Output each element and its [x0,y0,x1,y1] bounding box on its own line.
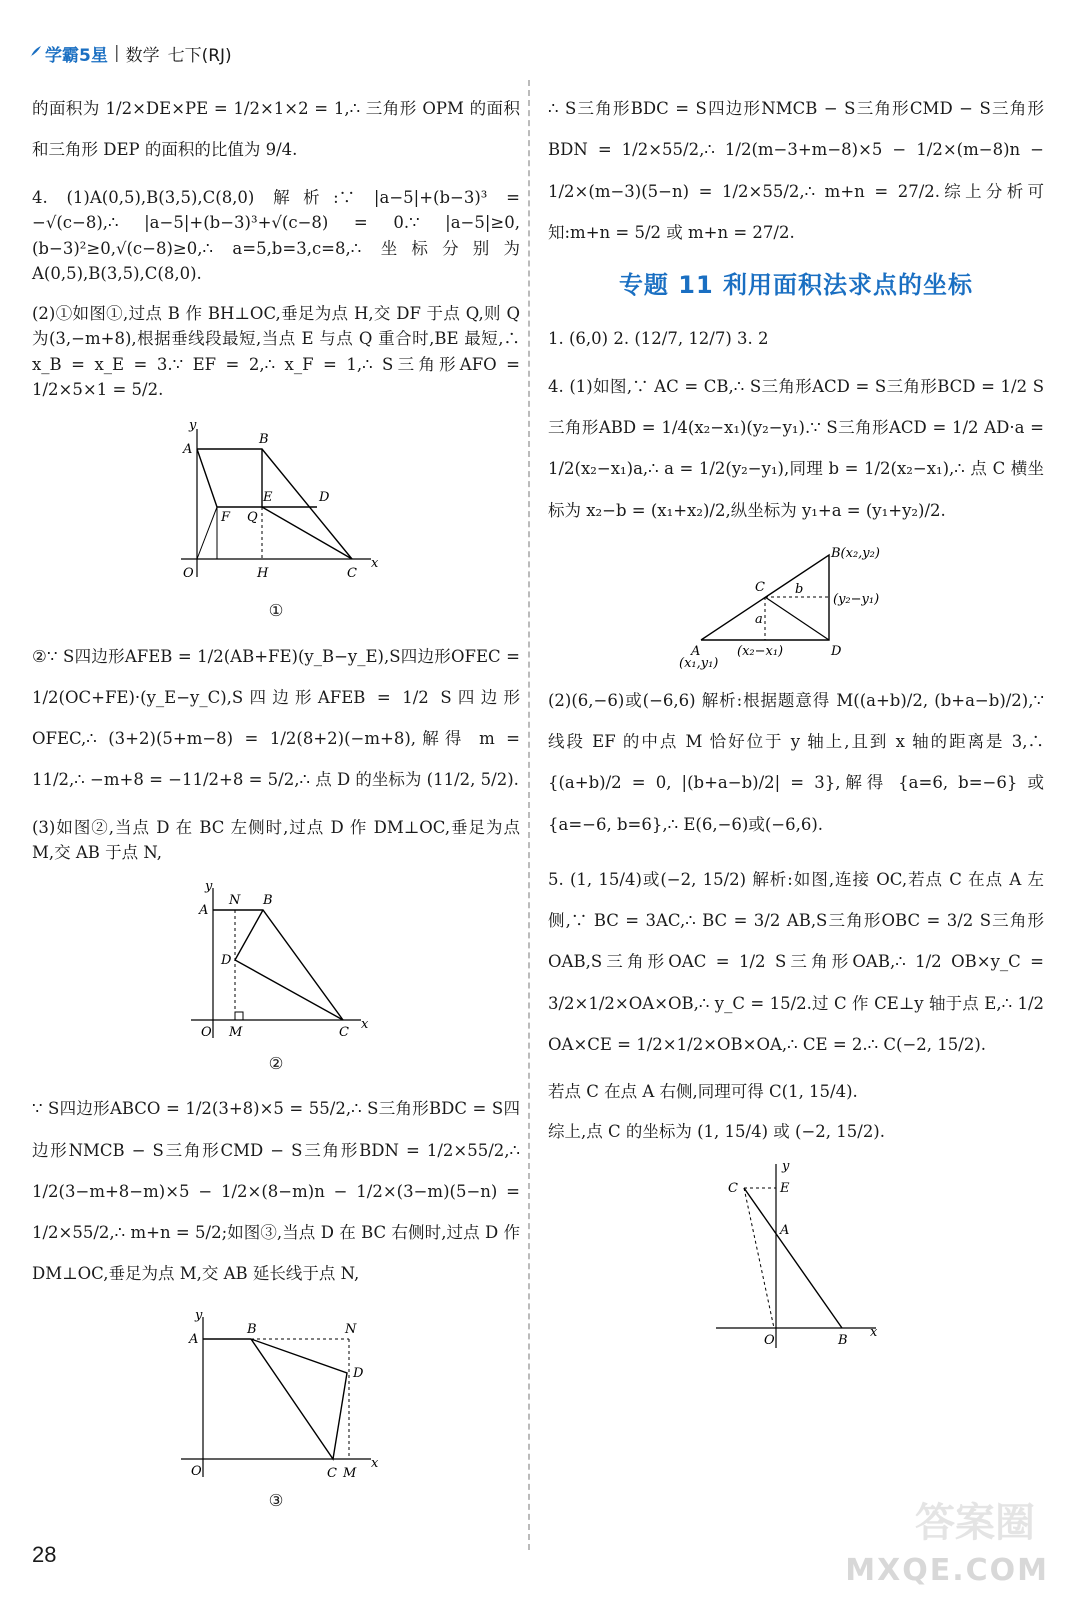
answer-paragraph: ②∵ S四边形AFEB = 1/2(AB+FE)(y_B−y_E),S四边形OFEC = 1/2(OC+FE)·(y_E−y_C),S四边形AFEB = 1/2 S四边形OFEC,∴ (3+2)(5+m−8) = 1/2(8+2)(−m+8),解得 m = 11/2,∴ −m+8 = −11/2+8 = 5/2,∴ 点 D 的坐标为 (11/2, 5/2). [32,646,520,790]
svg-text:H: H [257,566,269,581]
brand-logo [28,41,108,66]
svg-text:O: O [201,1024,212,1040]
figure-3-caption: ③ [268,1490,284,1510]
svg-text:A: A [199,902,209,918]
column-divider [528,80,530,1550]
watermark-logo: 答案圈 [915,1500,1035,1546]
svg-text:A: A [780,1223,790,1239]
feather-icon [28,44,42,62]
header-separator: | [113,43,120,63]
svg-text:y: y [195,1308,203,1323]
svg-text:A: A [183,442,193,457]
answer-paragraph: 4. (1)如图,∵ AC = CB,∴ S三角形ACD = S三角形BCD = 1/2 S三角形ABD = 1/4(x₂−x₁)(y₂−y₁).∵ S三角形ACD = 1/2 AD·a = 1/2(x₂−x₁)a,∴ a = 1/2(y₂−y₁),同理 b = 1/2(x₂−x₁),∴ 点 C 横坐标为 x₂−b = (x₁+x₂)/2,纵坐标为 y₁+a = (y₁+y₂)/2. [548,376,1044,520]
svg-text:y: y [205,879,213,894]
figure-2 [181,880,371,1045]
figure-2-caption: ② [268,1053,284,1073]
answer-paragraph: 若点 C 在点 A 右侧,同理可得 C(1, 15/4). [548,1082,858,1101]
svg-text:(y₂−y₁): (y₂−y₁) [833,591,880,607]
svg-text:x: x [371,556,379,571]
svg-text:B(x₂,y₂): B(x₂,y₂) [831,545,880,561]
watermark-url: MXQE.COM [845,1553,1049,1588]
svg-text:E: E [263,490,273,505]
svg-text:C: C [339,1024,349,1040]
svg-text:F: F [221,510,231,525]
svg-text:A: A [691,643,701,659]
svg-text:x: x [361,1016,369,1032]
answer-paragraph: 1. (6,0) 2. (12/7, 12/7) 3. 2 [548,329,769,349]
answer-paragraph: ∴ S三角形BDC = S四边形NMCB − S三角形CMD − S三角形BDN = 1/2×55/2,∴ 1/2(m−3+m−8)×5 − 1/2×(m−8)n − 1/2×(m−3)(5−n) = 1/2×55/2,∴ m+n = 27/2.综上分析可知:m+n = 5/2 或 m+n = 27/2. [548,99,1044,242]
svg-text:(x₁,y₁): (x₁,y₁) [679,655,719,670]
svg-text:D: D [831,643,842,659]
svg-text:C: C [347,566,357,581]
answer-paragraph: 综上,点 C 的坐标为 (1, 15/4) 或 (−2, 15/2). [548,1121,885,1141]
svg-text:M: M [229,1024,243,1040]
svg-text:M: M [343,1465,357,1481]
answer-paragraph: 4. (1)A(0,5),B(3,5),C(8,0) 解析:∵ |a−5|+(b−3)³ = −√(c−8),∴ |a−5|+(b−3)³+√(c−8) = 0.∵ |a−5|≥0,(b−3)²≥0,√(c−8)≥0,∴ a=5,b=3,c=8,∴ 坐标分别为A(0,5),B(3,5),C(8,0). [32,187,520,284]
figure-1 [171,417,381,592]
svg-text:B: B [247,1321,257,1337]
section-title: 专题 11 利用面积法求点的坐标 [618,271,974,299]
answer-paragraph: 的面积为 1/2×DE×PE = 1/2×1×2 = 1,∴ 三角形 OPM 的面积和三角形 DEP 的面积的比值为 9/4. [32,99,520,160]
figure-3 [171,1309,381,1484]
svg-text:C: C [728,1181,738,1197]
svg-text:D: D [319,490,330,505]
svg-text:N: N [345,1321,357,1337]
right-column [548,88,1044,1363]
svg-text:D: D [221,952,232,968]
svg-text:E: E [780,1181,790,1197]
svg-text:C: C [755,579,765,595]
svg-text:B: B [259,432,269,447]
svg-text:x: x [870,1325,878,1341]
figure-5 [706,1158,886,1353]
page-header [28,38,232,68]
svg-text:(x₂−x₁): (x₂−x₁) [737,643,784,659]
svg-text:O: O [191,1463,202,1479]
svg-text:B: B [263,892,273,908]
svg-text:A: A [189,1331,199,1347]
left-column [32,88,520,1513]
answer-paragraph: ∵ S四边形ABCO = 1/2(3+8)×5 = 55/2,∴ S三角形BDC = S四边形NMCB − S三角形CMD − S三角形BDN = 1/2×55/2,∴ 1/2(3−m+8−m)×5 − 1/2×(8−m)n − 1/2×(3−m)(5−n) = 1/2×55/2,∴ m+n = 5/2;如图③,当点 D 在 BC 右侧时,过点 D 作 DM⊥OC,垂足为点 M,交 AB 延长线于点 N, [32,1099,520,1284]
figure-1-caption: ① [268,601,284,620]
subject-label: 数学 [125,45,160,66]
svg-text:C: C [327,1465,337,1481]
svg-text:N: N [229,892,241,908]
grade-label: 七下(RJ) [167,45,232,66]
figure-triangle [671,545,921,670]
answer-paragraph: (3)如图②,当点 D 在 BC 左侧时,过点 D 作 DM⊥OC,垂足为点 M,交 AB 于点 N, [32,817,520,863]
svg-text:D: D [353,1365,364,1381]
answer-paragraph: 5. (1, 15/4)或(−2, 15/2) 解析:如图,连接 OC,若点 C 在点 A 左侧,∵ BC = 3AC,∴ BC = 3/2 AB,S三角形OBC = 3/2 S三角形OAB,S三角形OAC = 1/2 S三角形OAB,∴ 1/2 OB×y_C = 3/2×1/2×OA×OB,∴ y_C = 15/2.过 C 作 CE⊥y 轴于点 E,∴ 1/2 OA×CE = 1/2×1/2×OB×OA,∴ CE = 2.∴ C(−2, 15/2). [548,869,1044,1054]
page-number: 28 [32,1542,57,1567]
svg-text:x: x [371,1455,379,1471]
svg-text:y: y [189,418,197,433]
svg-text:a: a [755,611,763,627]
answer-paragraph: (2)①如图①,过点 B 作 BH⊥OC,垂足为点 H,交 DF 于点 Q,则 Q 为(3,−m+8),根据垂线段最短,当点 E 与点 Q 重合时,BE 最短,∴ x_B = x_E = 3.∵ EF = 2,∴ x_F = 1,∴ S三角形AFO = 1/2×5×1 = 5/2. [32,303,520,400]
answer-paragraph: (2)(6,−6)或(−6,6) 解析:根据题意得 M((a+b)/2, (b+a−b)/2),∵ 线段 EF 的中点 M 恰好位于 y 轴上,且到 x 轴的距离是 3,∴ {(a+b)/2 = 0, |(b+a−b)/2| = 3},解得 {a=6, b=−6} 或 {a=−6, b=6},∴ E(6,−6)或(−6,6). [548,690,1044,834]
brand-name: 学霸5星 [45,45,108,66]
svg-text:b: b [795,581,804,597]
svg-text:Q: Q [247,510,258,525]
svg-text:O: O [764,1333,775,1349]
svg-text:B: B [838,1333,848,1349]
svg-text:y: y [782,1159,790,1175]
svg-text:O: O [183,566,194,581]
